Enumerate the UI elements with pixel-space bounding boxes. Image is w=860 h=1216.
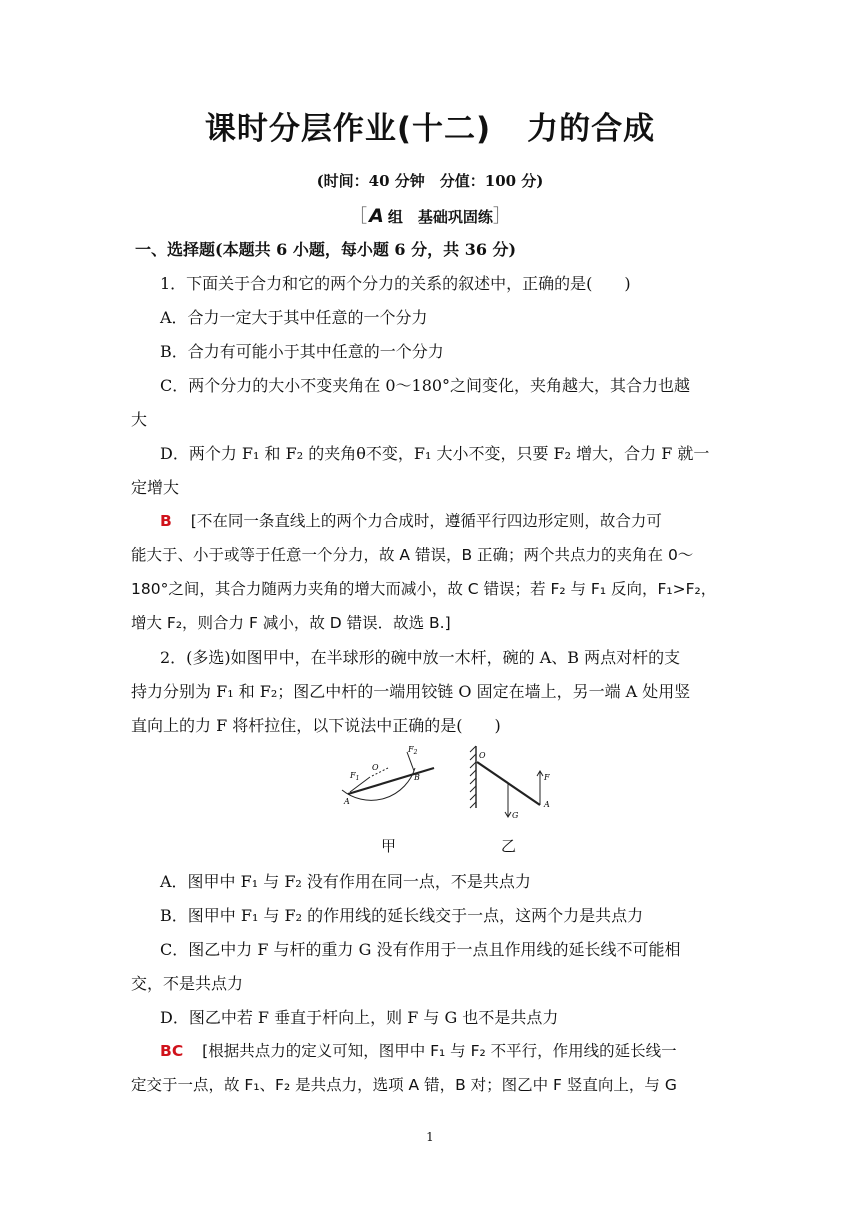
q2-option-b: B．图甲中 F₁ 与 F₂ 的作用线的延长线交于一点，这两个力是共点力: [160, 906, 644, 925]
q1-explanation-3: 180°之间，其合力随两力夹角的增大而减小，故 C 错误；若 F₂ 与 F₁ 反向，F₁>F₂，: [131, 580, 717, 598]
q1-answer: B: [160, 512, 172, 530]
title-topic: 力的合成: [527, 111, 656, 147]
q2-option-c-line1: C．图乙中力 F 与杆的重力 G 没有作用于一点且作用线的延长线不可能相: [160, 940, 681, 959]
q1-answer-line1: [160, 509, 731, 531]
label-g: G: [512, 811, 519, 820]
q2-answer-line1: [160, 1039, 731, 1061]
q2-option-c-line2: 交，不是共点力: [131, 974, 244, 993]
q2-option-d: D．图乙中若 F 垂直于杆向上，则 F 与 G 也不是共点力: [160, 1008, 559, 1027]
section-heading: 一、选择题(本题共 6 小题，每小题 6 分，共 36 分): [135, 240, 517, 259]
q2-stem-3: 直向上的力 F 将杆拉住，以下说法中正确的是( ): [131, 716, 501, 735]
group-tag: [0, 202, 860, 228]
q1-option-a: A．合力一定大于其中任意的一个分力: [160, 308, 428, 327]
label-b-jia: B: [414, 773, 420, 782]
physics-figure: [330, 742, 570, 824]
label-f: F: [544, 773, 550, 782]
q1-explanation-1: [不在同一条直线上的两个力合成时，遵循平行四边形定则，故合力可: [190, 512, 662, 530]
q2-explanation-1: [根据共点力的定义可知，图甲中 F₁ 与 F₂ 不平行，作用线的延长线一: [202, 1042, 677, 1060]
rod: [348, 768, 434, 794]
label-f2: $F_2$: [408, 745, 418, 756]
title-main: 课时分层作业(十二): [204, 111, 492, 147]
q2-stem-2: 持力分别为 F₁ 和 F₂；图乙中杆的一端用铰链 O 固定在墙上，另一端 A 处用竖: [131, 682, 691, 701]
label-f1: $F_1$: [350, 771, 360, 782]
q1-option-c-line2: 大: [131, 410, 148, 429]
bracket-right: ］: [492, 206, 511, 227]
label-a-jia: A: [344, 797, 350, 806]
time-score-info: (时间：40 分钟 分值：100 分): [316, 172, 544, 190]
label-o-yi: O: [479, 751, 486, 760]
q1-option-c-line1: C．两个分力的大小不变夹角在 0～180°之间变化，夹角越大，其合力也越: [160, 376, 691, 395]
q2-stem-1: 2．(多选)如图甲中，在半球形的碗中放一木杆，碗的 A、B 两点对杆的支: [160, 648, 681, 667]
group-label: 组 基础巩固练: [387, 208, 493, 226]
bracket-left: ［: [349, 206, 368, 227]
page-title: [0, 103, 860, 148]
q1-option-d-line1: D．两个力 F₁ 和 F₂ 的夹角θ不变，F₁ 大小不变，只要 F₂ 增大，合力 F 就一: [160, 444, 710, 463]
q2-option-a: A．图甲中 F₁ 与 F₂ 没有作用在同一点，不是共点力: [160, 872, 531, 891]
q1-option-d-line2: 定增大: [131, 478, 180, 497]
group-letter: A: [369, 205, 384, 227]
label-a-yi: A: [544, 800, 550, 809]
q1-option-b: B．合力有可能小于其中任意的一个分力: [160, 342, 444, 361]
q1-explanation-4: 增大 F₂，则合力 F 减小，故 D 错误．故选 B.]: [131, 614, 451, 632]
q2-answer: BC: [160, 1042, 184, 1060]
q1-stem: 1．下面关于合力和它的两个分力的关系的叙述中，正确的是( ): [160, 274, 631, 293]
q2-explanation-2: 定交于一点，故 F₁、F₂ 是共点力，选项 A 错，B 对；图乙中 F 竖直向上，与 G: [131, 1076, 677, 1094]
label-o-jia: O: [372, 763, 379, 772]
caption-yi: 乙: [501, 837, 517, 855]
page-number: 1: [426, 1130, 434, 1144]
q1-explanation-2: 能大于、小于或等于任意一个分力，故 A 错误，B 正确；两个共点力的夹角在 0～: [131, 546, 694, 564]
caption-jia: 甲: [381, 837, 397, 855]
